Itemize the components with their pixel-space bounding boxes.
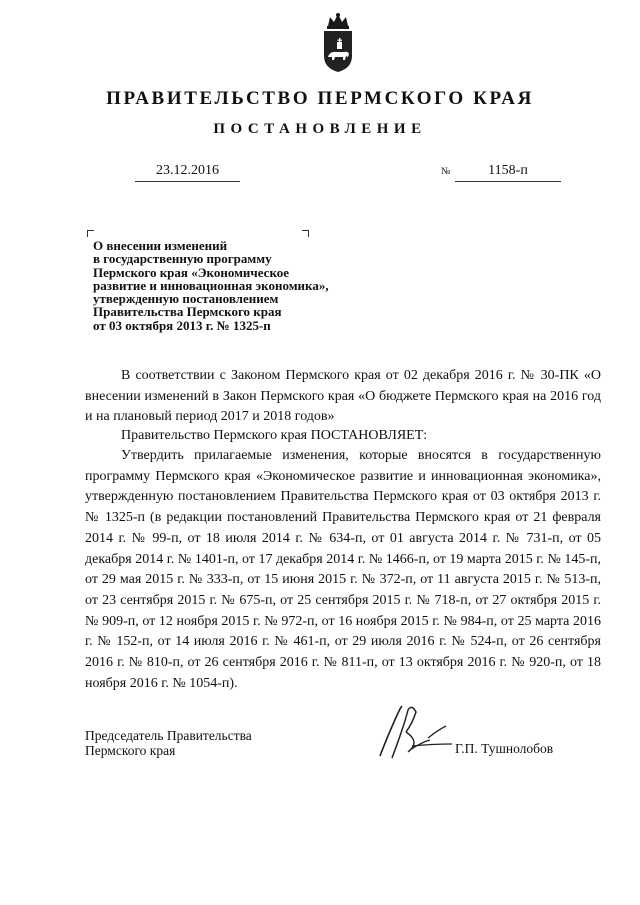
subject-line: утвержденную постановлением [93, 291, 279, 307]
basis-paragraph: В соответствии с Законом Пермского края от 02 декабря 2016 г. № 30-ПК «О внесении изменений в Закон Пермского края «О бюджете Пермского края на 2016 год и на плановый период 2017 и 2018 годов» [85, 368, 601, 425]
subject-corner-right [302, 230, 309, 237]
signer-position [85, 728, 252, 758]
signer-position-line: Пермского края [85, 743, 176, 758]
document-date: 23.12.2016 [135, 163, 240, 182]
subject-line: Пермского края «Экономическое [93, 264, 290, 280]
subject-corner-left [87, 230, 94, 237]
document-type: ПОСТАНОВЛЕНИЕ [213, 121, 427, 137]
signer-position-line: Председатель Правительства [85, 728, 252, 743]
subject-line: развитие и инновационная экономика», [93, 277, 329, 293]
document-number: 1158-п [455, 163, 561, 182]
number-prefix: № [441, 166, 451, 177]
subject-line: О внесении изменений [93, 238, 228, 253]
subject-line: в государственную программу [93, 251, 272, 267]
government-title: ПРАВИТЕЛЬСТВО ПЕРМСКОГО КРАЯ [106, 88, 534, 109]
signer-name: Г.П. Тушнолобов [455, 741, 554, 756]
subject-line: от 03 октября 2013 г. № 1325-п [93, 317, 271, 333]
perm-krai-coat-of-arms-icon [318, 12, 358, 74]
decree-paragraph: Правительство Пермского края ПОСТАНОВЛЯЕТ: [121, 428, 428, 443]
decision-paragraph: Утвердить прилагаемые изменения, которые вносятся в государственную программу Пермского края «Экономическое развитие и инновационная экономика», утвержденную постановлением Правительства Пермского края от 03 октября 2013 г. № 1325-п (в редакции постановлений Правительства Пермского края от 21 февраля 2014 г. № 99-п, от 18 июля 2014 г. № 634-п, от 01 августа 2014 г. № 731-п, от 05 декабря 2014 г. № 1401-п, от 17 декабря 2014 г. № 1466-п, от 19 марта 2015 г. № 145-п, от 29 мая 2015 г. № 333-п, от 15 июня 2015 г. № 372-п, от 11 августа 2015 г. № 513-п, от 23 сентября 2015 г. № 675-п, от 25 сентября 2015 г. № 718-п, от 27 октября 2015 г. № 909-п, от 12 ноября 2015 г. № 972-п, от 16 ноября 2015 г. № 984-п, от 25 марта 2016 г. № 152-п, от 14 июля 2016 г. № 461-п, от 29 июля 2016 г. № 524-п, от 26 сентября 2016 г. № 810-п, от 26 сентября 2016 г. № 811-п, от 13 октября 2016 г. № 920-п, от 18 ноября 2016 г. № 1054-п). [85, 448, 601, 691]
subject-block [93, 239, 393, 332]
subject-line: Правительства Пермского края [93, 304, 282, 320]
